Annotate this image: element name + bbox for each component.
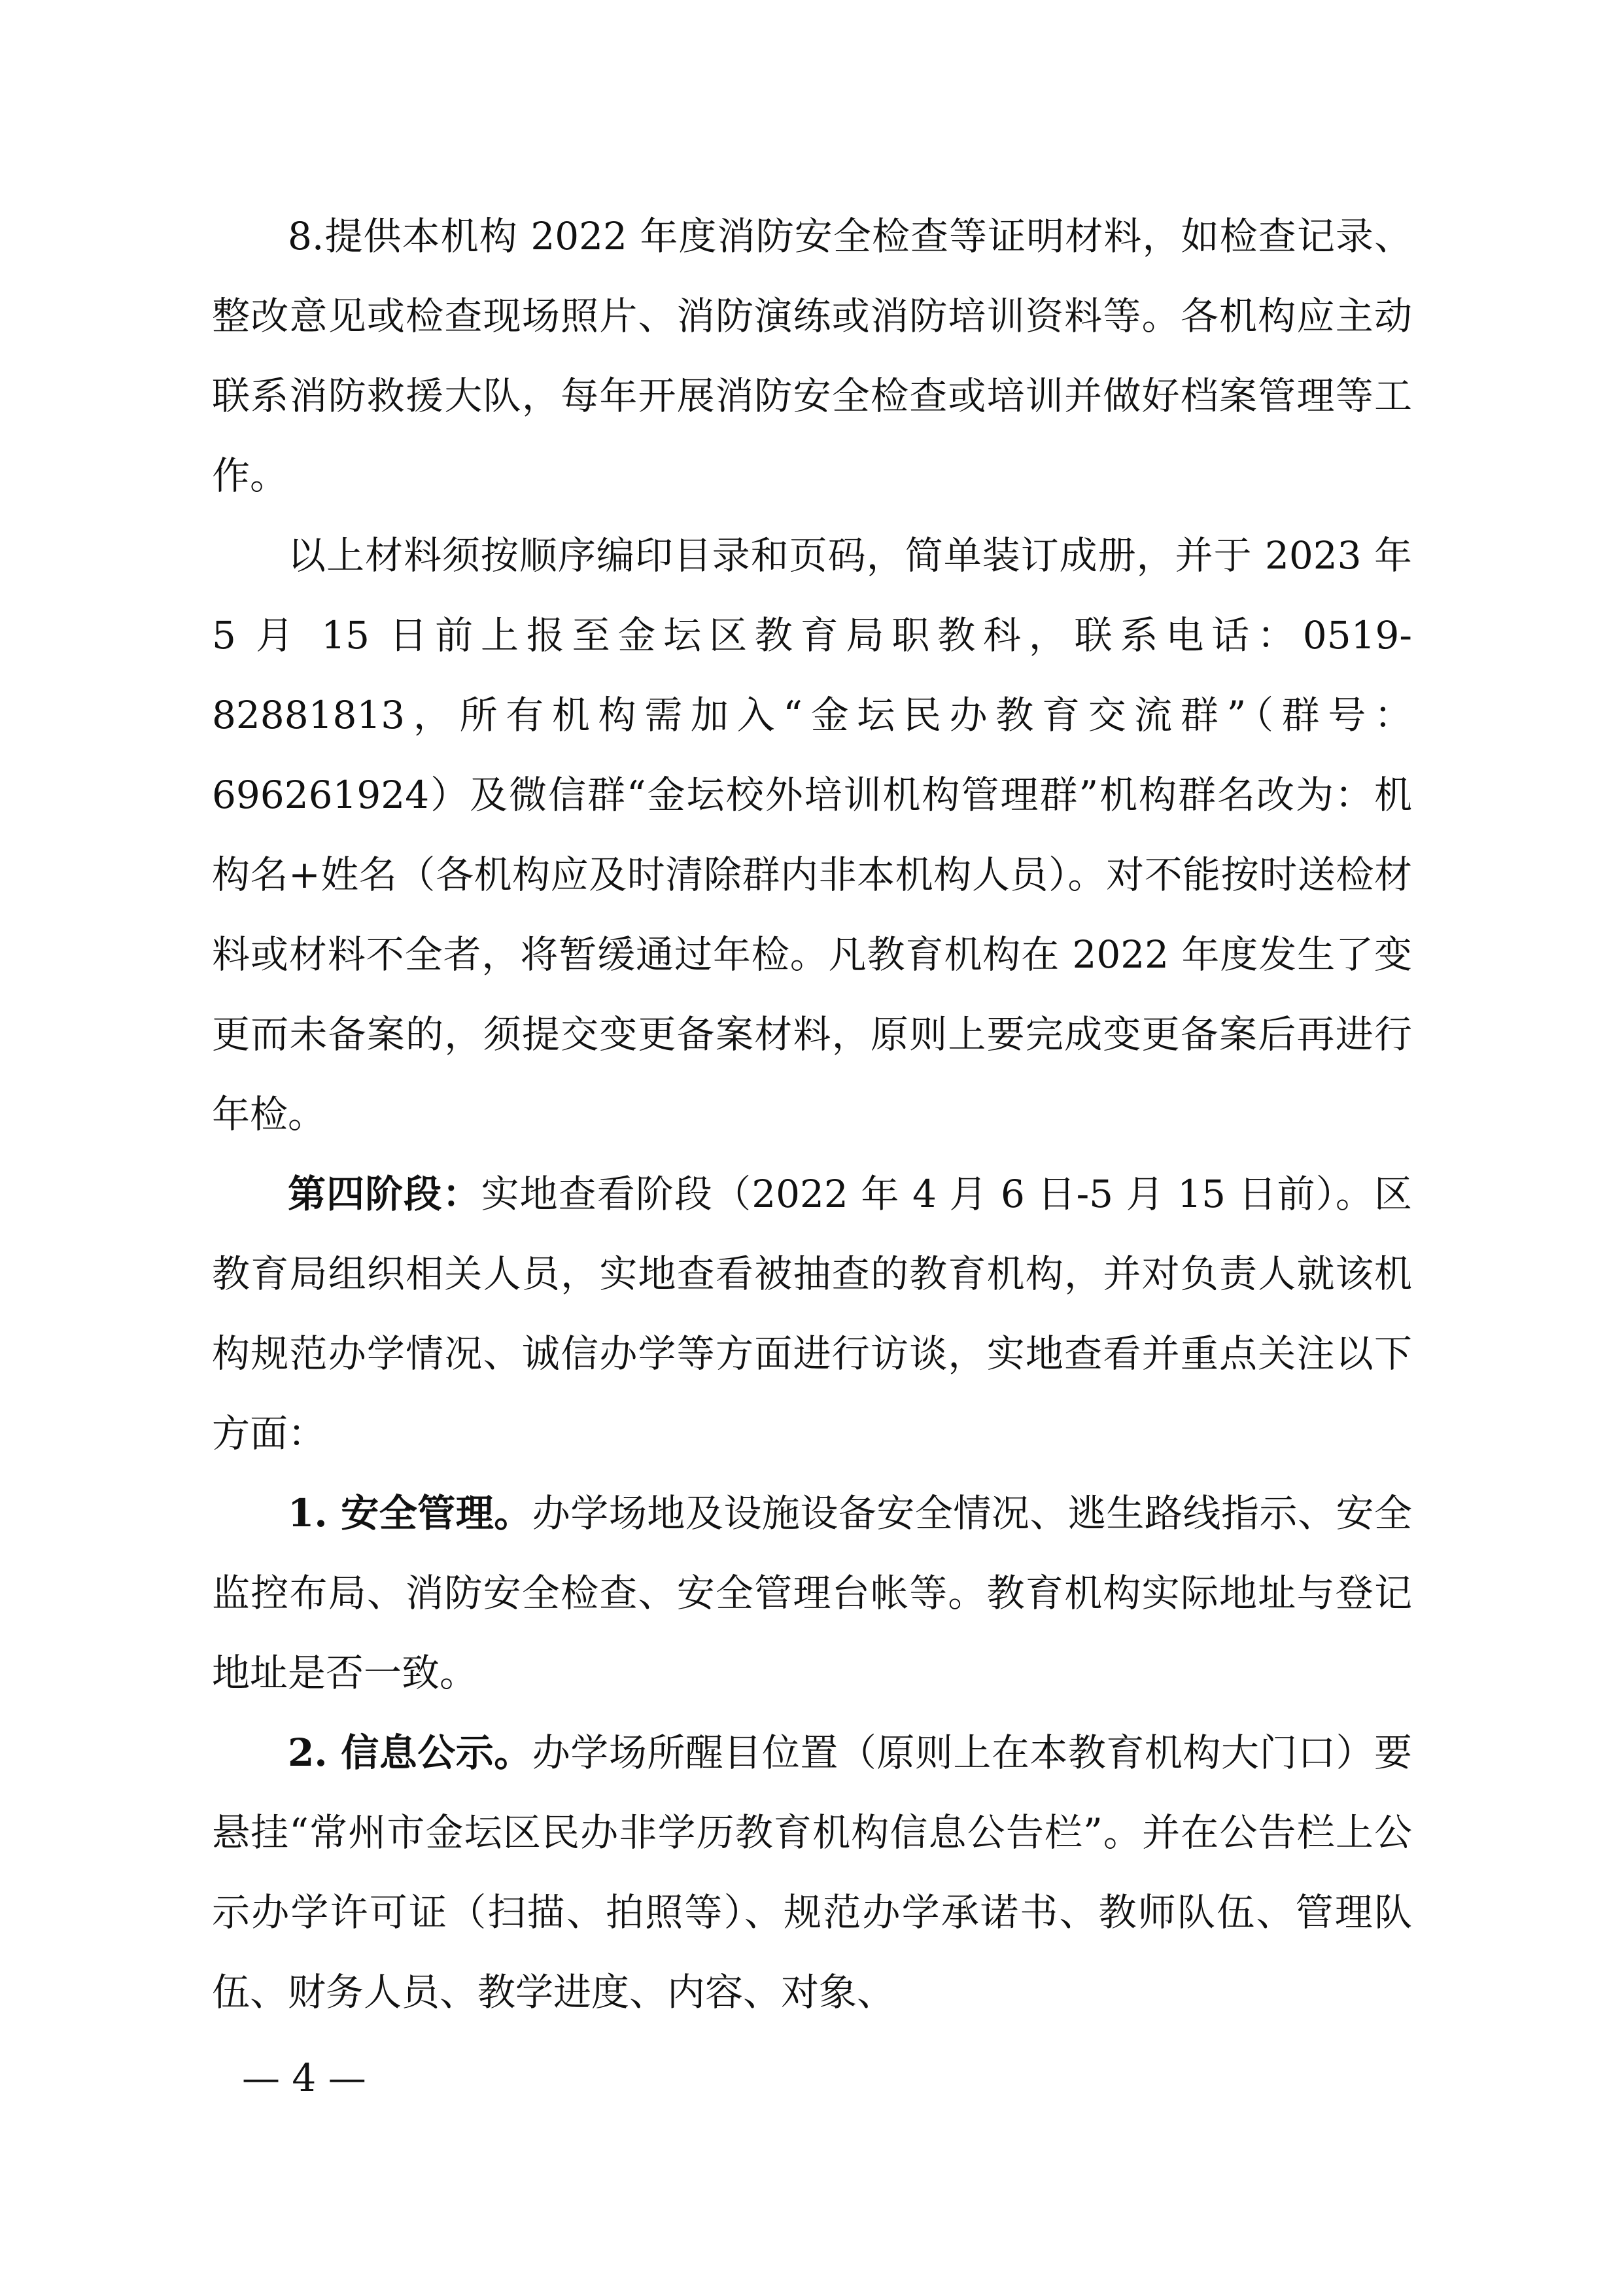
paragraph-text: 实地查看阶段（2022 年 4 月 6 日-5 月 15 日前）。区教育局组织相关人员，实地查看被抽查的教育机构，并对负责人就该机构规范办学情况、诚信办学等方面进行访谈，实地查看并重点关注以下方面： (212, 1172, 1412, 1456)
paragraph-stage-four (212, 1154, 1412, 1473)
body-text (212, 196, 1412, 2032)
paragraph-text: 办学场地及设施设备安全情况、逃生路线指示、安全监控布局、消防安全检查、安全管理台帐等。教育机构实际地址与登记地址是否一致。 (212, 1491, 1412, 1695)
paragraph-fire-safety-materials (212, 196, 1412, 516)
item-heading: 1. 安全管理。 (288, 1491, 532, 1535)
item-heading: 2. 信息公示。 (288, 1730, 532, 1775)
page-number: — 4 — (242, 2056, 366, 2100)
paragraph-safety-management (212, 1473, 1412, 1713)
paragraph-information-disclosure (212, 1713, 1412, 2032)
paragraph-text: 8.提供本机构 2022 年度消防安全检查等证明材料，如检查记录、整改意见或检查现场照片、消防演练或消防培训资料等。各机构应主动联系消防救援大队，每年开展消防安全检查或培训并做好档案管理等工作。 (212, 214, 1412, 498)
paragraph-text: 办学场所醒目位置（原则上在本教育机构大门口）要悬挂“常州市金坛区民办非学历教育机构信息公告栏”。并在公告栏上公示办学许可证（扫描、拍照等）、规范办学承诺书、教师队伍、管理队伍、财务人员、教学进度、内容、对象、 (212, 1730, 1412, 2014)
paragraph-text: 以上材料须按顺序编印目录和页码，简单装订成册，并于 2023 年 5 月 15 日前上报至金坛区教育局职教科，联系电话：0519-82881813，所有机构需加入“金坛民办教育交流群”（群号：696261924）及微信群“金坛校外培训机构管理群”机构群名改为：机构名+姓名（各机构应及时清除群内非本机构人员）。对不能按时送检材料或材料不全者，将暂缓通过年检。凡教育机构在 2022 年度发生了变更而未备案的，须提交变更备案材料，原则上要完成变更备案后再进行年检。 (212, 533, 1412, 1136)
stage-heading: 第四阶段： (288, 1172, 481, 1216)
paragraph-submission-instructions (212, 516, 1412, 1154)
